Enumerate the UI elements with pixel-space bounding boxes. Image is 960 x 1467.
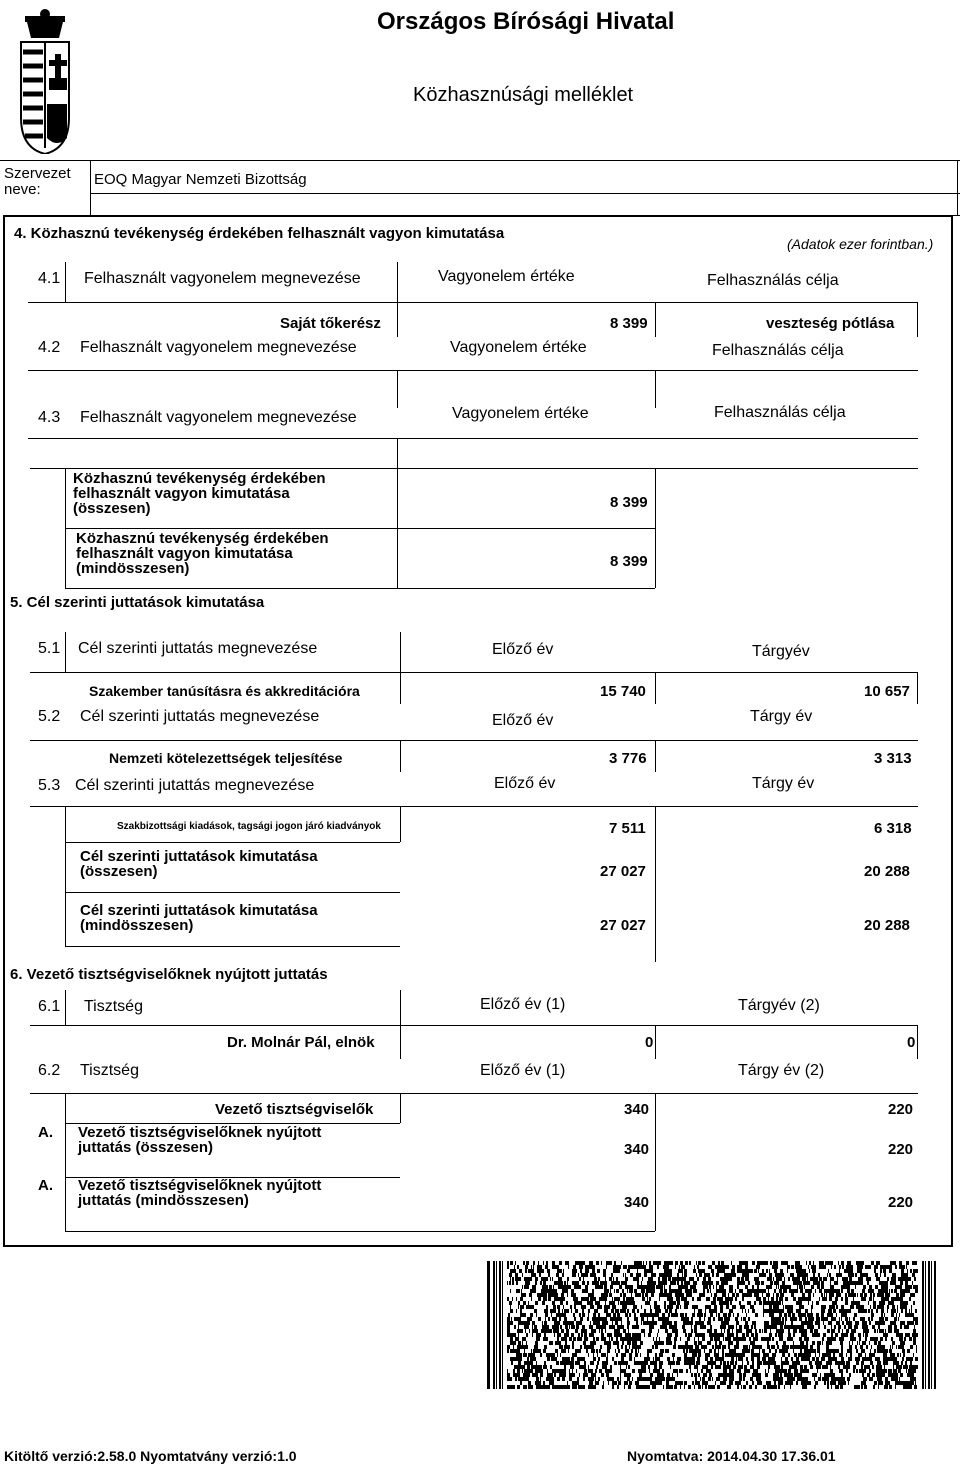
s5-grand-curr: 20 288 — [864, 917, 910, 934]
s4-total-value: 8 399 — [610, 494, 648, 511]
s5-row2-prev: 3 776 — [609, 750, 647, 767]
vagyon-row-purpose: veszteség pótlása — [766, 315, 895, 332]
s4-grand-label — [76, 531, 329, 576]
r51-num: 5.1 — [38, 640, 61, 657]
s6-grand-prev: 340 — [624, 1194, 650, 1211]
s5-total-l1: Cél szerinti juttatások kimutatása — [80, 848, 318, 865]
r62-num: 6.2 — [38, 1062, 61, 1079]
org-label: Szervezet — [4, 165, 71, 182]
r61-prev: Előző év (1) — [480, 996, 566, 1013]
s6-grand-label — [78, 1178, 321, 1208]
page-subtitle: Közhasznúsági melléklet — [413, 84, 634, 106]
r53-curr: Tárgy év — [752, 775, 815, 792]
r52-name: Cél szerinti juttatás megnevezése — [80, 708, 320, 725]
r43-name: Felhasznált vagyonelem megnevezése — [80, 409, 357, 426]
s6-grand-l1: Vezető tisztségviselőknek nyújtott — [78, 1177, 322, 1194]
s4-grand-l2: felhasznált vagyon kimutatása — [76, 545, 293, 562]
s6-total-l1: Vezető tisztségviselőknek nyújtott — [78, 1124, 322, 1141]
s4-grand-l1: Közhasznú tevékenység érdekében — [76, 530, 329, 547]
vagyon-row-value: 8 399 — [610, 315, 648, 332]
section-5-title: 5. Cél szerinti juttatások kimutatása — [10, 594, 265, 611]
s4-total-label — [73, 471, 326, 516]
s6-row2-prev: 340 — [624, 1101, 650, 1118]
r41-value: Vagyonelem értéke — [438, 268, 575, 285]
r62-curr: Tárgy év (2) — [738, 1062, 825, 1079]
s5-row1-prev: 15 740 — [600, 683, 646, 700]
s6-total-curr: 220 — [888, 1141, 914, 1158]
r52-prev: Előző év — [492, 712, 554, 729]
section-6-title: 6. Vezető tisztségviselőknek nyújtott juttatás — [10, 966, 328, 983]
r41-num: 4.1 — [38, 270, 61, 287]
barcode-icon — [487, 1261, 937, 1389]
r53-prev: Előző év — [494, 775, 556, 792]
s5-total-prev: 27 027 — [600, 863, 646, 880]
r53-name: Cél szerinti jutattás megnevezése — [75, 777, 315, 794]
s6-grand-num: A. — [38, 1177, 53, 1194]
s6-row2-curr: 220 — [888, 1101, 914, 1118]
s5-row3-name: Szakbizottsági kiadások, tagsági jogon járó kiadványok — [117, 821, 381, 832]
s5-row2-curr: 3 313 — [874, 750, 912, 767]
s5-grand-l1: Cél szerinti juttatások kimutatása — [80, 902, 318, 919]
r42-name: Felhasznált vagyonelem megnevezése — [80, 339, 357, 356]
s5-row3-prev: 7 511 — [609, 820, 646, 837]
coat-of-arms-icon — [15, 8, 75, 154]
r62-prev: Előző év (1) — [480, 1062, 566, 1079]
s5-grand-l2: (mindösszesen) — [80, 917, 194, 934]
vagyon-row-name: Saját tőkerész — [280, 315, 381, 332]
s5-row3-curr: 6 318 — [874, 820, 912, 837]
r52-num: 5.2 — [38, 708, 61, 725]
r43-purpose: Felhasználás célja — [714, 404, 846, 421]
s5-total-label — [80, 849, 318, 879]
r53-num: 5.3 — [38, 777, 61, 794]
r42-purpose: Felhasználás célja — [712, 342, 844, 359]
r43-value: Vagyonelem értéke — [452, 405, 589, 422]
s6-row2-name: Vezető tisztségviselők — [215, 1101, 374, 1118]
s4-total-l2: felhasznált vagyon kimutatása — [73, 485, 290, 502]
s5-grand-prev: 27 027 — [600, 917, 646, 934]
s5-grand-label — [80, 903, 318, 933]
r61-curr: Tárgyév (2) — [738, 997, 820, 1014]
footer-version: Kitöltő verzió:2.58.0 Nyomtatvány verzió:1.0 — [4, 1448, 297, 1464]
r42-num: 4.2 — [38, 339, 61, 356]
s6-total-l2: juttatás (összesen) — [78, 1139, 214, 1156]
r62-name: Tisztség — [80, 1062, 139, 1079]
units-note: (Adatok ezer forintban.) — [787, 236, 934, 252]
s6-row1-name: Dr. Molnár Pál, elnök — [227, 1034, 375, 1051]
s6-grand-l2: juttatás (mindösszesen) — [78, 1192, 249, 1209]
org-name: EOQ Magyar Nemzeti Bizottság — [94, 171, 307, 188]
s4-total-l1: Közhasznú tevékenység érdekében — [73, 470, 326, 487]
s6-total-num: A. — [38, 1124, 53, 1141]
r43-num: 4.3 — [38, 409, 61, 426]
s5-total-l2: (összesen) — [80, 863, 158, 880]
s6-row1-prev: 0 — [645, 1034, 654, 1051]
s6-total-prev: 340 — [624, 1141, 650, 1158]
section-4-title: 4. Közhasznú tevékenység érdekében felhasznált vagyon kimutatása — [14, 225, 505, 242]
r51-curr: Tárgyév — [752, 643, 810, 660]
s5-row2-name: Nemzeti kötelezettségek teljesítése — [109, 750, 343, 766]
s6-total-label — [78, 1125, 321, 1155]
s4-grand-value: 8 399 — [610, 553, 648, 570]
r61-num: 6.1 — [38, 998, 61, 1015]
r41-name: Felhasznált vagyonelem megnevezése — [84, 270, 361, 287]
s6-grand-curr: 220 — [888, 1194, 914, 1211]
r52-curr: Tárgy év — [750, 708, 813, 725]
org-label-2: neve: — [4, 181, 41, 198]
r41-purpose: Felhasználás célja — [707, 272, 839, 289]
footer-printed: Nyomtatva: 2014.04.30 17.36.01 — [627, 1448, 836, 1464]
s5-row1-name: Szakember tanúsításra és akkreditációra — [89, 683, 360, 699]
page-title: Országos Bírósági Hivatal — [377, 8, 675, 35]
r61-name: Tisztség — [84, 998, 143, 1015]
s5-total-curr: 20 288 — [864, 863, 910, 880]
s4-grand-l3: (mindösszesen) — [76, 560, 190, 577]
r42-value: Vagyonelem értéke — [450, 339, 587, 356]
s6-row1-curr: 0 — [907, 1034, 916, 1051]
r51-prev: Előző év — [492, 641, 554, 658]
r51-name: Cél szerinti juttatás megnevezése — [78, 640, 318, 657]
s5-row1-curr: 10 657 — [864, 683, 910, 700]
s4-total-l3: (összesen) — [73, 500, 151, 517]
